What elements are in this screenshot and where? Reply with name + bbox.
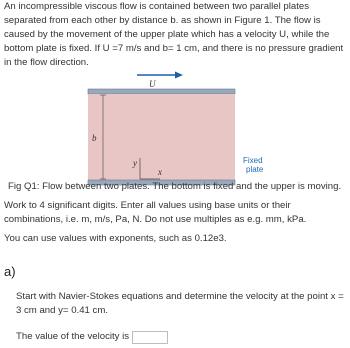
figure-caption: Fig Q1: Flow between two plates. The bottom is fixed and the upper is moving. (8, 181, 342, 192)
velocity-answer-input[interactable] (132, 331, 168, 344)
fixed-plate-label-line1: Fixed (243, 156, 263, 165)
instructions-work: Work to 4 significant digits. Enter all values using base units or their combinations, i.e. m, m/s, Pa, N. Do not use multiples as e.g. mm, kPa. (4, 200, 307, 225)
plates-diagram (0, 66, 350, 196)
answer-label: The value of the velocity is (16, 331, 130, 342)
fixed-plate-label-line2: plate (246, 165, 264, 174)
flow-figure (0, 66, 350, 196)
answer-row (16, 330, 168, 344)
part-a-question: Start with Navier-Stokes equations and determine the velocity at the point x = 3 cm and y= 0.41 cm. (16, 291, 344, 316)
problem-intro: An incompressible viscous flow is contained between two parallel plates separated from each other by distance b. as shown in Figure 1. The flow is caused by the movement of the upper plate which has a velocity U, while the bottom plate is fixed. If U =7 m/s and b= 1 cm, and there is no pressure gradient in the flow direction. (4, 1, 344, 68)
upper-plate (88, 89, 235, 94)
part-a-label: a) (4, 264, 16, 279)
velocity-label: U (149, 79, 156, 89)
y-axis-label: y (133, 158, 137, 168)
instructions-exponents: You can use values with exponents, such as 0.12e3. (4, 233, 227, 244)
x-axis-label: x (158, 167, 162, 177)
gap-label: b (92, 133, 97, 143)
velocity-arrow (137, 72, 183, 79)
